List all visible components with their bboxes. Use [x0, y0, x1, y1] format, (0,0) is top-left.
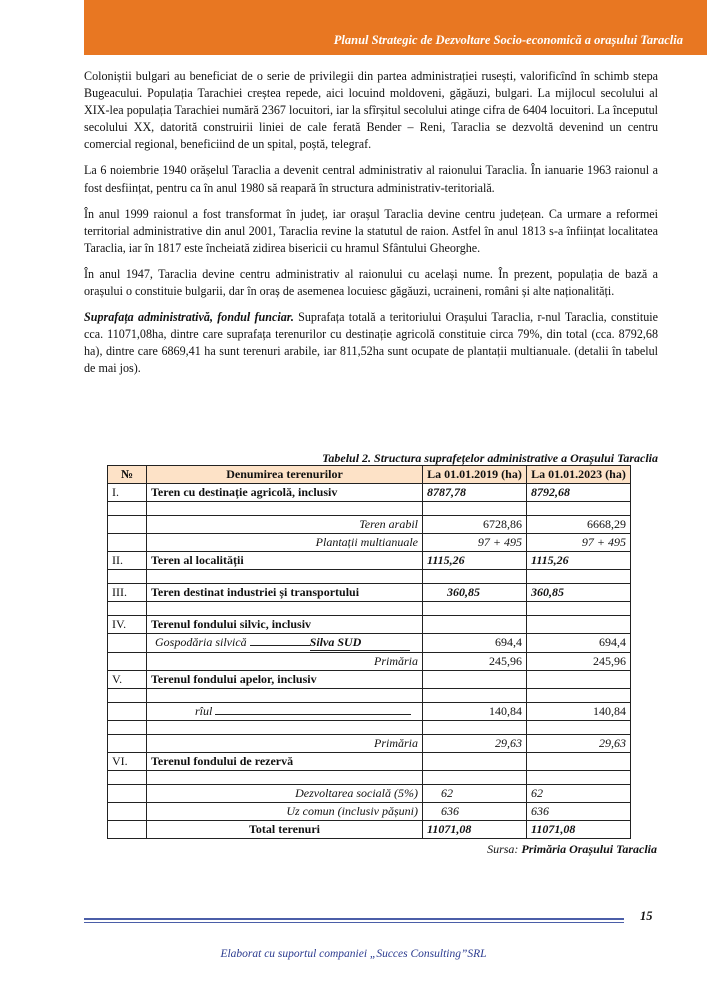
row-2019: 8787,78 [423, 484, 527, 502]
row-name [147, 634, 423, 653]
table-source [487, 842, 657, 857]
table-total-row [108, 821, 631, 839]
row-name: Teren al localității [147, 552, 423, 570]
row-2023: 694,4 [527, 634, 631, 653]
body-text [84, 68, 658, 387]
row-2023: 29,63 [527, 735, 631, 753]
row-nr: I. [108, 484, 147, 502]
underline [215, 714, 411, 715]
header-2023: La 01.01.2023 (ha) [527, 466, 631, 484]
table-row-spacer [108, 689, 631, 703]
row-2023: 62 [527, 785, 631, 803]
footer-divider-thin [84, 922, 624, 923]
row-name: Terenul fondului silvic, inclusiv [147, 616, 423, 634]
row-2023: 97 + 495 [527, 534, 631, 552]
table-row [108, 534, 631, 552]
land-text: Suprafața totală a teritoriului Orașului Taraclia, r-nul Taraclia, constituie cca. 11071,08ha, dintre care suprafața terenurilor cu destinație agricolă constituie circa 79%, din total (cca. 8792,68 ha), dintre care 6869,41 ha sunt terenuri arabile, iar 811,52ha sunt ocupate de plantații multianuale. (detalii în tabelul de mai jos). [84, 310, 658, 376]
row-name: Teren arabil [147, 516, 423, 534]
row-name: Dezvoltarea socială (5%) [147, 785, 423, 803]
row-2023: 1115,26 [527, 552, 631, 570]
row-2019: 694,4 [423, 634, 527, 653]
header-nr: № [108, 466, 147, 484]
row-2019: 6728,86 [423, 516, 527, 534]
table-row [108, 516, 631, 534]
table-row-spacer [108, 771, 631, 785]
row-sub: Silva SUD [310, 635, 410, 651]
row-name-label: Gospodăria silvică [155, 635, 247, 649]
row-name: Teren cu destinație agricolă, inclusiv [147, 484, 423, 502]
table-row [108, 634, 631, 653]
header-name: Denumirea terenurilor [147, 466, 423, 484]
row-name: Terenul fondului de rezervă [147, 753, 423, 771]
total-2023: 11071,08 [527, 821, 631, 839]
land-structure-table [107, 465, 631, 839]
row-2019: 1115,26 [423, 552, 527, 570]
row-name: Primăria [147, 653, 423, 671]
row-2023: 636 [527, 803, 631, 821]
page-number: 15 [640, 909, 653, 923]
row-name [147, 703, 423, 721]
row-name: Uz comun (inclusiv pășuni) [147, 803, 423, 821]
table-caption: Tabelul 2. Structura suprafețelor administrative a Orașului Taraclia [322, 451, 658, 465]
row-2023: 245,96 [527, 653, 631, 671]
row-2023: 6668,29 [527, 516, 631, 534]
table-row [108, 653, 631, 671]
paragraph-3: În anul 1999 raionul a fost transformat în județ, iar orașul Taraclia devine centru județean. Ca urmare a reformei territorial administrative din anul 2001, Taraclia revine la statutul de raion. Astfel în anul 1813 s-a înființat localitatea Taraclia, iar în 1817 este încheiată zidirea bisericii cu hramul Sfântului Gheorghe. [84, 206, 658, 255]
row-nr: VI. [108, 753, 147, 771]
row-2019: 97 + 495 [423, 534, 527, 552]
row-name: Terenul fondului apelor, inclusiv [147, 671, 423, 689]
table-row-spacer [108, 721, 631, 735]
table-row-spacer [108, 570, 631, 584]
source-label: Sursa: [487, 842, 519, 856]
row-name: Plantații multianuale [147, 534, 423, 552]
row-2023: 140,84 [527, 703, 631, 721]
table-row [108, 753, 631, 771]
paragraph-2: La 6 noiembrie 1940 orășelul Taraclia a devenit central administrativ al raionului Taraclia. În ianuarie 1963 raionul a fost desființat, pentru ca în anul 1980 să reapară în structura administrativ-teritorială. [84, 163, 658, 195]
paragraph-4: În anul 1947, Taraclia devine centru administrativ al raionului cu același nume. În prezent, populația de bază a orașului o constituie bulgarii, dar în oraș de asemenea locuiesc găgăuzi, ucraineni, români și alte naționalități. [84, 266, 658, 299]
row-2019: 360,85 [423, 584, 527, 602]
footer-divider [84, 918, 624, 920]
table-row [108, 803, 631, 821]
header-2019: La 01.01.2019 (ha) [423, 466, 527, 484]
table-row [108, 703, 631, 721]
table-row-spacer [108, 502, 631, 516]
total-2019: 11071,08 [423, 821, 527, 839]
table-row [108, 484, 631, 502]
row-2023: 8792,68 [527, 484, 631, 502]
row-2019: 29,63 [423, 735, 527, 753]
header-title: Planul Strategic de Dezvoltare Socio-economică a orașului Taraclia [333, 33, 683, 47]
paragraph-1: Coloniștii bulgari au beneficiat de o serie de privilegii din partea administrației rusești, valorificînd în schimb stepa Bugeacului. Populația Tarachiei creștea repede, aici locuind moldoveni, găgăuzi, bulgari. La mijlocul secolului al XIX-lea populația Tarachiei numără 2367 locuitori, iar la sfîrșitul secolului atinge cifra de 6404 locuitori. La începutul secolului XX, datorită construirii liniei de cale ferată Bender – Reni, Taraclia se dezvoltă devenind un centru comercial regional, beneficiind de un spital, poștă, telegraf. [84, 69, 658, 152]
row-2023: 360,85 [527, 584, 631, 602]
row-2019: 636 [423, 803, 527, 821]
table-row [108, 552, 631, 570]
table-row [108, 735, 631, 753]
row-name-label: rîul [195, 704, 213, 718]
table-row [108, 584, 631, 602]
table-row [108, 671, 631, 689]
row-2019: 62 [423, 785, 527, 803]
row-nr: III. [108, 584, 147, 602]
row-nr: IV. [108, 616, 147, 634]
table-row [108, 616, 631, 634]
row-nr: V. [108, 671, 147, 689]
row-name: Teren destinat industriei și transportului [147, 584, 423, 602]
row-2019: 140,84 [423, 703, 527, 721]
row-2019: 245,96 [423, 653, 527, 671]
source-value: Primăria Orașului Taraclia [521, 842, 657, 856]
paragraph-land [84, 309, 658, 377]
table-row [108, 785, 631, 803]
underline [250, 645, 310, 646]
row-nr: II. [108, 552, 147, 570]
table-header-row [108, 466, 631, 484]
land-heading: Suprafața administrativă, fondul funciar. [84, 310, 294, 325]
total-name: Total terenuri [147, 821, 423, 839]
table-row-spacer [108, 602, 631, 616]
footer-text: Elaborat cu suportul companiei „Succes Consulting”SRL [220, 948, 487, 960]
row-name: Primăria [147, 735, 423, 753]
